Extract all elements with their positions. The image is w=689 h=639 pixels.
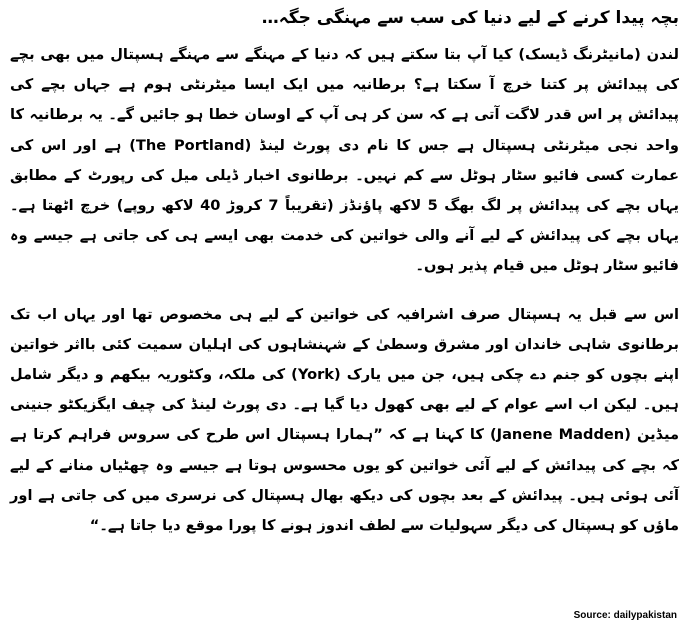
article-paragraph-1: لندن (مانیٹرنگ ڈیسک) کیا آپ بتا سکتے ہیں کہ دنیا کے مہنگے سے مہنگے ہسپتال میں بھی بچے کی پیدائش پر کتنا خرچ آ سکتا ہے؟ برطانیہ میں ایک ایسا میٹرنٹی ہوم ہے جہاں بچے کی پیدائش پر اس قدر لاگت آتی ہے کہ سن کر ہی آپ کے اوسان خطا ہو جائیں گے۔ یہ برطانیہ کا واحد نجی میٹرنٹی ہسپتال ہے جس کا نام دی پورٹ لینڈ (The Portland) ہے اور اس کی عمارت کسی فائیو سٹار ہوٹل سے کم نہیں۔ برطانوی اخبار ڈیلی میل کی رپورٹ کے مطابق یہاں بچے کی پیدائش پر لگ بھگ 5 لاکھ پاؤنڈز (تقریباً 7 کروڑ 40 لاکھ روپے) خرچ اٹھتا ہے۔ یہاں بچے کی پیدائش کے لیے آنے والی خواتین کی خدمت بھی ایسے ہی کی جاتی ہے جیسے وہ فائیو سٹار ہوٹل میں قیام پذیر ہوں۔ [10,46,679,275]
article-paragraph-2: اس سے قبل یہ ہسپتال صرف اشرافیہ کی خواتین کے لیے ہی مخصوص تھا اور یہاں اب تک برطانوی شاہی خاندان اور مشرق وسطیٰ کے شہنشاہوں کی اہلیان سمیت کئی بااثر خواتین اپنے بچوں کو جنم دے چکی ہیں، جن میں یارک (York) کی ملکہ، وکٹوریہ بیکھم و دیگر شامل ہیں۔ لیکن اب اسے عوام کے لیے بھی کھول دیا گیا ہے۔ دی پورٹ لینڈ کی چیف ایگزیکٹو جنینی میڈین (Janene Madden) کا کہنا ہے کہ ”ہمارا ہسپتال اس طرح کی سروس فراہم کرتا ہے کہ بچے کی پیدائش کے لیے آئی خواتین کو یوں محسوس ہوتا ہے جیسے وہ چھٹیاں منانے کے لیے آئی ہوئی ہیں۔ پیدائش کے بعد بچوں کی دیکھ بھال ہسپتال کی نرسری میں کی جاتی ہے اور ماؤں کو ہسپتال کی دیگر سہولیات سے لطف اندوز ہونے کا پورا موقع دیا جاتا ہے۔“ [10,305,680,535]
article-headline: بچہ پیدا کرنے کے لیے دنیا کی سب سے مہنگی جگہ… [261,8,679,28]
source-credit: Source: dailypakistan [573,610,677,621]
